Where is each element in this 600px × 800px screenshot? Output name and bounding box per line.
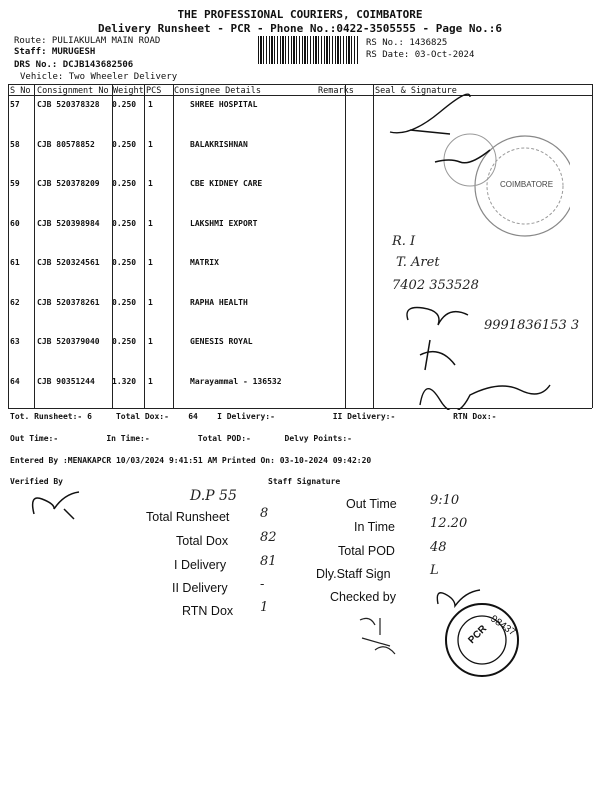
hand-row61-a: R. I [392, 234, 416, 249]
col-weight: Weight [113, 86, 144, 96]
right-stamp-label: Out Time [346, 497, 397, 511]
left-stamp-value: 1 [260, 600, 269, 615]
table-cell-sno: 62 [10, 297, 20, 307]
vehicle-text: Vehicle: Two Wheeler Delivery [20, 72, 178, 82]
drs-text: DRS No.: DCJB143682506 [14, 60, 134, 70]
table-cell-cons: CJB 520324561 [37, 258, 100, 267]
table-cell-cons: CJB 520398984 [37, 218, 100, 228]
right-stamp-label: Dly.Staff Sign [316, 567, 391, 581]
table-cell-weight: 0.250 [112, 337, 137, 346]
table-cell-cons: CJB 80578852 [37, 139, 95, 149]
right-stamp-value: 9:10 [430, 493, 460, 508]
seal-ring-text: 98437 [488, 613, 518, 639]
signature-row63 [410, 335, 470, 375]
table-cell-cons: CJB 90351244 [37, 376, 95, 386]
table-cell-sno: 63 [10, 337, 20, 346]
right-stamp-value: 48 [430, 540, 447, 555]
table-cell-sno: 60 [10, 218, 20, 228]
verified-signature [24, 484, 94, 524]
col-consignee: Consignee Details [174, 86, 261, 96]
verified-by: Verified By [10, 477, 63, 486]
table-cell-name: GENESIS ROYAL [190, 337, 253, 346]
dp-handwritten: D.P 55 [190, 488, 237, 504]
signature-row62 [398, 300, 478, 340]
table-cell-pcs: 1 [148, 218, 153, 228]
staff-signature: Staff Signature [268, 477, 341, 486]
table-cell-weight: 1.320 [112, 376, 137, 386]
left-stamp-label: I Delivery [174, 558, 227, 572]
table-cell-pcs: 1 [148, 179, 153, 188]
table-cell-name: RAPHA HEALTH [190, 297, 248, 307]
left-stamp-label: Total Dox [176, 534, 229, 548]
table-cell-pcs: 1 [148, 139, 153, 149]
table-cell-pcs: 1 [148, 376, 153, 386]
summary-line1: Tot. Runsheet:- 6 Total Dox:- 64 I Delivery:- II Delivery:- RTN Dox:- [10, 412, 497, 421]
table-cell-cons: CJB 520378261 [37, 297, 100, 307]
table-cell-weight: 0.250 [112, 139, 137, 149]
stamp-city: COIMBATORE [500, 180, 554, 189]
table-cell-sno: 61 [10, 258, 20, 267]
table-cell-weight: 0.250 [112, 258, 137, 267]
runsheet-title: Delivery Runsheet - PCR - Phone No.:0422-3505555 - Page No.:6 [98, 22, 502, 35]
col-sno: S No [10, 86, 31, 96]
summary-line2: Out Time:- In Time:- Total POD:- Delvy Points:- [10, 434, 352, 443]
table-cell-cons: CJB 520378209 [37, 179, 100, 188]
table-cell-pcs: 1 [148, 337, 153, 346]
table-cell-cons: CJB 520378328 [37, 100, 100, 109]
seal-inner-text: PCR [466, 623, 490, 647]
table-cell-sno: 57 [10, 100, 20, 109]
table-cell-name: LAKSHMI EXPORT [190, 218, 258, 228]
col-seal: Seal & Signature [375, 86, 457, 96]
table-cell-weight: 0.250 [112, 100, 137, 109]
company-title: THE PROFESSIONAL COURIERS, COIMBATORE [177, 8, 423, 21]
table-cell-name: MATRIX [190, 258, 219, 267]
table-cell-name: CBE KIDNEY CARE [190, 179, 263, 188]
right-stamp-label: In Time [354, 520, 395, 534]
hand-row61-b: T. Aret [396, 255, 440, 270]
signature-row64 [410, 370, 560, 410]
round-seal [442, 600, 522, 680]
table-cell-weight: 0.250 [112, 179, 137, 188]
right-stamp-label: Total POD [338, 544, 395, 558]
table-cell-name: SHREE HOSPITAL [190, 100, 258, 109]
left-stamp-value: 82 [260, 530, 277, 545]
hand-row61-c: 7402 353528 [392, 278, 479, 293]
col-consignment: Consignment No [37, 86, 109, 96]
table-cell-sno: 64 [10, 376, 20, 386]
left-stamp-value: 81 [260, 554, 277, 569]
right-stamp-value: L [430, 563, 439, 578]
table-cell-name: Marayammal - 136532 [190, 376, 282, 386]
route-text: Route: PULIAKULAM MAIN ROAD [14, 36, 161, 46]
table-cell-pcs: 1 [148, 297, 153, 307]
entered-by: Entered By :MENAKAPCR 10/03/2024 9:41:51 AM Printed On: 03-10-2024 09:42:20 [10, 456, 372, 465]
table-cell-cons: CJB 520379040 [37, 337, 100, 346]
table-cell-pcs: 1 [148, 100, 153, 109]
table-cell-weight: 0.250 [112, 297, 137, 307]
col-remarks: Remarks [318, 86, 354, 96]
right-stamp-label: Checked by [330, 590, 397, 604]
table-cell-pcs: 1 [148, 258, 153, 267]
staff-text: Staff: MURUGESH [14, 47, 96, 57]
rs-no: RS No.: 1436825 [366, 38, 448, 48]
col-pcs: PCS [146, 86, 162, 96]
table-cell-weight: 0.250 [112, 218, 137, 228]
right-stamp-value: 12.20 [430, 516, 468, 531]
left-stamp-value: - [260, 577, 265, 592]
table-cell-sno: 58 [10, 139, 20, 149]
date-scribble [350, 610, 410, 660]
left-stamp-label: RTN Dox [182, 604, 234, 618]
table-cell-name: BALAKRISHNAN [190, 139, 248, 149]
rs-date: RS Date: 03-Oct-2024 [366, 50, 475, 60]
table-cell-sno: 59 [10, 179, 20, 188]
left-stamp-label: II Delivery [172, 581, 228, 595]
hand-row62-phone: 9991836153 3 [484, 318, 580, 333]
left-stamp-value: 8 [260, 506, 269, 521]
left-stamp-label: Total Runsheet [146, 510, 230, 524]
barcode [258, 36, 358, 64]
